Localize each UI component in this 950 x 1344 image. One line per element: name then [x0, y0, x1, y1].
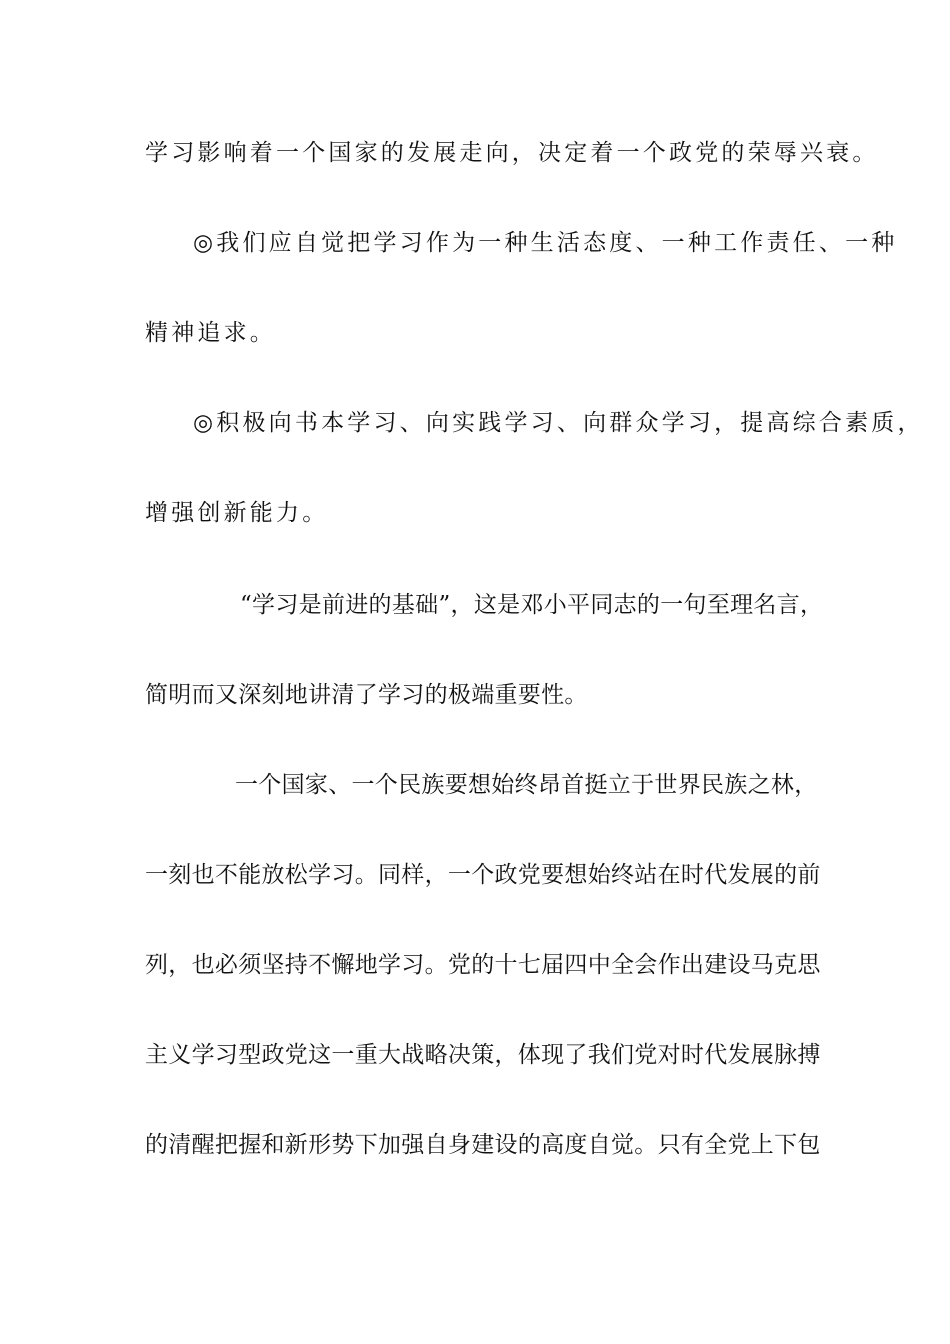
text-line-4: ◎积极向书本学习、向实践学习、向群众学习，提高综合素质，	[193, 410, 924, 436]
text-line-11: 主义学习型政党这一重大战略决策，体现了我们党对时代发展脉搏	[145, 1042, 821, 1068]
text-line-6: “学习是前进的基础”，这是邓小平同志的一句至理名言，	[240, 592, 824, 618]
text-line-9: 一刻也不能放松学习。同样，一个政党要想始终站在时代发展的前	[145, 862, 821, 888]
text-line-7: 简明而又深刻地讲清了学习的极端重要性。	[145, 682, 588, 708]
text-line-2: ◎我们应自觉把学习作为一种生活态度、一种工作责任、一种	[193, 230, 898, 256]
text-line-5: 增强创新能力。	[145, 500, 329, 526]
text-line-10: 列，也必须坚持不懈地学习。党的十七届四中全会作出建设马克思	[145, 952, 821, 978]
text-line-3: 精神追求。	[145, 320, 276, 346]
text-line-8: 一个国家、一个民族要想始终昂首挺立于世界民族之林，	[235, 772, 818, 798]
text-line-12: 的清醒把握和新形势下加强自身建设的高度自觉。只有全党上下包	[145, 1132, 821, 1158]
text-line-1: 学习影响着一个国家的发展走向，决定着一个政党的荣辱兴衰。	[145, 140, 879, 166]
